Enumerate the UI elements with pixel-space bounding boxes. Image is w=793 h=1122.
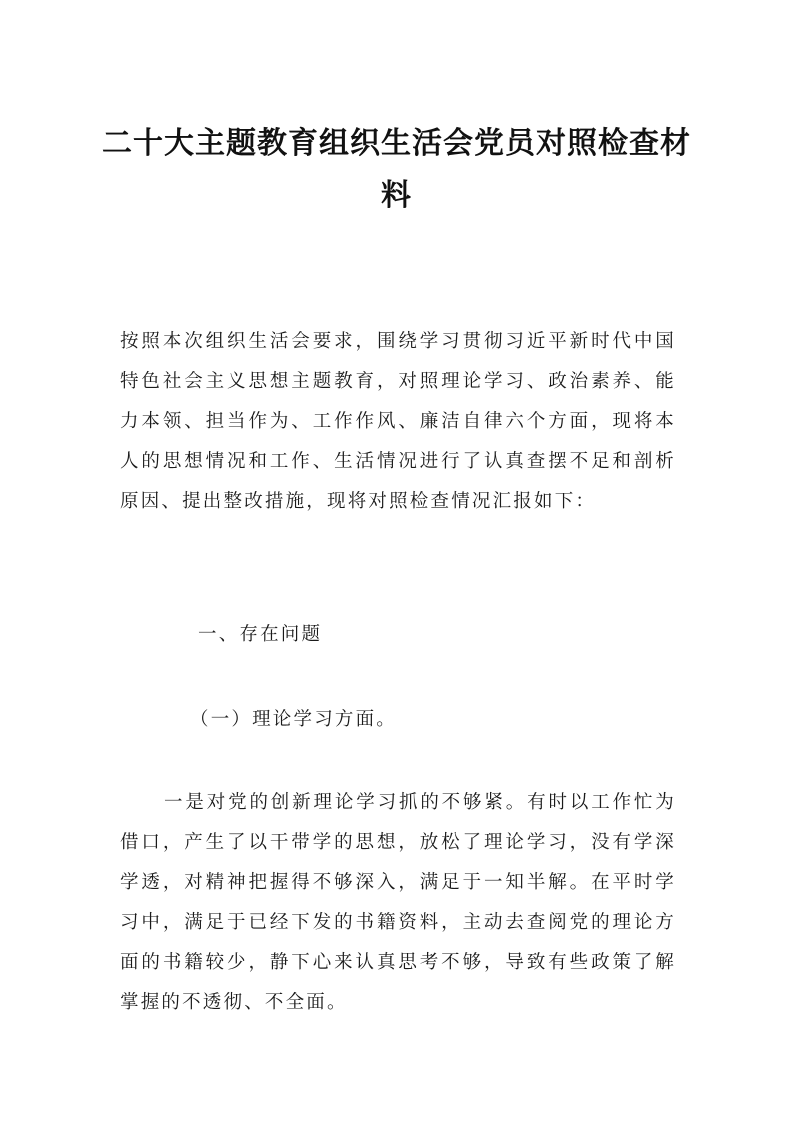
section-heading-problems: 一、存在问题 bbox=[198, 624, 323, 645]
body-paragraph-point-one: 一是对党的创新理论学习抓的不够紧。有时以工作忙为借口，产生了以干带学的思想，放松了理论学习，没有学深学透，对精神把握得不够深入，满足于一知半解。在平时学习中，满足于已经下发的书籍资料，主动去查阅党的理论方面的书籍较少，静下心来认真思考不够，导致有些政策了解掌握的不透彻、不全面。 bbox=[120, 792, 676, 1013]
document-title: 二十大主题教育组织生活会党员对照检查材料 bbox=[102, 126, 691, 213]
subsection-heading-theory-study: （一）理论学习方面。 bbox=[190, 709, 398, 730]
intro-paragraph: 按照本次组织生活会要求，围绕学习贯彻习近平新时代中国特色社会主义思想主题教育，对照理论学习、政治素养、能力本领、担当作为、工作作风、廉洁自律六个方面，现将本人的思想情况和工作、生活情况进行了认真查摆不足和剖析原因、提出整改措施，现将对照检查情况汇报如下： bbox=[120, 331, 676, 512]
